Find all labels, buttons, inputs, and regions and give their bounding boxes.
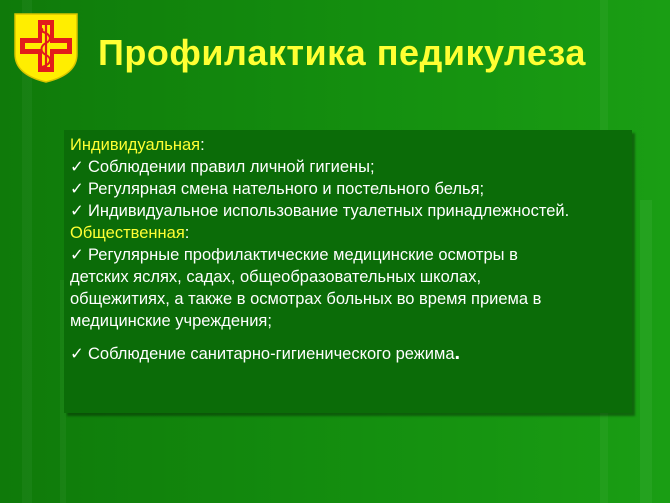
checkmark-icon: ✓: [70, 158, 84, 176]
checkmark-icon: ✓: [70, 246, 84, 264]
section-heading-label: Индивидуальная: [70, 136, 201, 154]
list-item-text: Регулярная смена нательного и постельного белья;: [88, 180, 485, 198]
medical-cross-caduceus-icon: [11, 10, 81, 84]
checkmark-icon: ✓: [70, 345, 84, 363]
list-item-text: Соблюдении правил личной гигиены;: [88, 158, 375, 176]
section-heading: [70, 222, 630, 244]
section-heading-colon: :: [184, 224, 190, 242]
background-stripe: [640, 200, 652, 503]
content-panel: [64, 130, 632, 413]
section-heading-label: Общественная: [70, 224, 185, 242]
list-item: [70, 156, 630, 178]
list-item: [70, 342, 630, 365]
checkmark-icon: ✓: [70, 202, 84, 220]
list-item-line: общежитиях, а также в осмотрах больных во время приема в: [70, 290, 542, 308]
list-item-line: медицинские учреждения;: [70, 312, 272, 330]
list-item-line: детских яслях, садах, общеобразовательных школах,: [70, 268, 482, 286]
list-item-period: .: [454, 342, 461, 364]
checkmark-icon: ✓: [70, 180, 84, 198]
content-text: [70, 134, 630, 365]
list-item: [70, 244, 630, 332]
list-item: [70, 200, 630, 222]
list-item-text: Индивидуальное использование туалетных принадлежностей.: [88, 202, 570, 220]
list-item-text: Регулярные профилактические медицинские осмотры в: [88, 246, 518, 264]
section-heading-colon: :: [200, 136, 205, 154]
list-item: [70, 178, 630, 200]
list-item-text: Соблюдение санитарно-гигиенического режима: [88, 345, 455, 363]
list-item-line: [70, 244, 630, 266]
section-heading: [70, 134, 630, 156]
slide-title: Профилактика педикулеза: [98, 32, 586, 73]
